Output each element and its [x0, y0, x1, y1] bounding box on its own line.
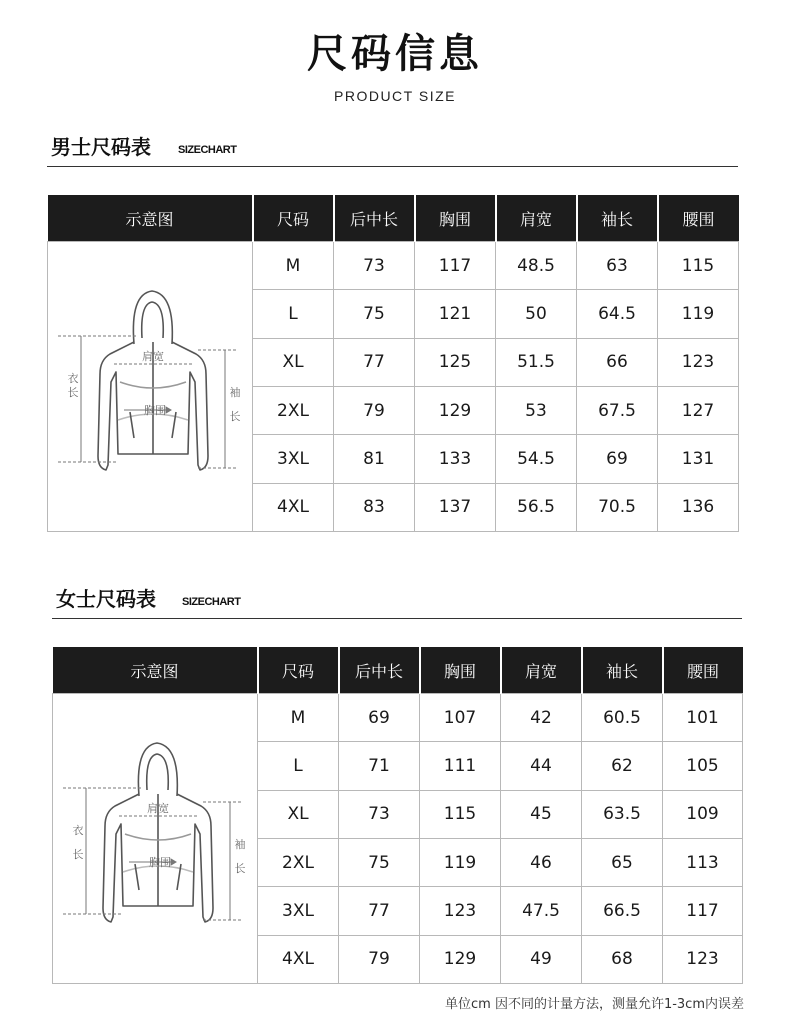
- cell-back-length: 77: [334, 338, 415, 386]
- cell-sleeve: 67.5: [577, 386, 658, 434]
- cell-waist: 115: [658, 242, 739, 290]
- cell-back-length: 71: [339, 742, 420, 790]
- header-diagram: 示意图: [48, 195, 253, 242]
- cell-shoulder: 56.5: [496, 483, 577, 531]
- header-size: 尺码: [258, 647, 339, 694]
- cell-waist: 109: [663, 790, 743, 838]
- cell-size: M: [253, 242, 334, 290]
- men-section-subtitle: SIZECHART: [178, 144, 237, 156]
- header-chest: 胸围: [420, 647, 501, 694]
- cell-shoulder: 47.5: [501, 887, 582, 935]
- cell-chest: 129: [420, 935, 501, 983]
- women-header-row: [53, 647, 743, 694]
- header-waist: 腰围: [663, 647, 743, 694]
- cell-shoulder: 51.5: [496, 338, 577, 386]
- diagram-chest-label: 胸围: [149, 856, 171, 869]
- men-jacket-diagram: [48, 242, 253, 532]
- header-back-length: 后中长: [334, 195, 415, 242]
- cell-waist: 123: [663, 935, 743, 983]
- cell-sleeve: 64.5: [577, 290, 658, 338]
- cell-chest: 125: [415, 338, 496, 386]
- diagram-sleeve-label-a: 袖: [229, 386, 241, 399]
- cell-size: XL: [258, 790, 339, 838]
- cell-size: 2XL: [253, 386, 334, 434]
- table-row: [48, 242, 739, 290]
- cell-sleeve: 60.5: [582, 694, 663, 742]
- page-subtitle: PRODUCT SIZE: [334, 88, 456, 104]
- header-shoulder: 肩宽: [501, 647, 582, 694]
- cell-waist: 127: [658, 386, 739, 434]
- cell-chest: 133: [415, 435, 496, 483]
- cell-back-length: 69: [339, 694, 420, 742]
- cell-shoulder: 44: [501, 742, 582, 790]
- cell-chest: 137: [415, 483, 496, 531]
- cell-shoulder: 48.5: [496, 242, 577, 290]
- cell-waist: 123: [658, 338, 739, 386]
- cell-back-length: 79: [334, 386, 415, 434]
- cell-chest: 123: [420, 887, 501, 935]
- women-section-header: [52, 588, 742, 619]
- cell-back-length: 81: [334, 435, 415, 483]
- cell-size: M: [258, 694, 339, 742]
- women-jacket-diagram: [53, 694, 258, 984]
- cell-back-length: 75: [334, 290, 415, 338]
- page-title: 尺码信息: [307, 31, 483, 77]
- cell-shoulder: 46: [501, 838, 582, 886]
- cell-sleeve: 63.5: [582, 790, 663, 838]
- diagram-shoulder-label: 肩宽: [142, 350, 164, 363]
- diagram-length-label-b: 长: [72, 848, 84, 861]
- cell-back-length: 79: [339, 935, 420, 983]
- cell-sleeve: 66: [577, 338, 658, 386]
- cell-sleeve: 69: [577, 435, 658, 483]
- cell-size: 3XL: [258, 887, 339, 935]
- cell-chest: 111: [420, 742, 501, 790]
- men-section-header: [47, 136, 738, 167]
- header-diagram: 示意图: [53, 647, 258, 694]
- cell-shoulder: 45: [501, 790, 582, 838]
- cell-shoulder: 54.5: [496, 435, 577, 483]
- jacket-diagram-icon: [53, 694, 258, 978]
- header-shoulder: 肩宽: [496, 195, 577, 242]
- cell-back-length: 73: [334, 242, 415, 290]
- cell-chest: 121: [415, 290, 496, 338]
- header-size: 尺码: [253, 195, 334, 242]
- cell-back-length: 73: [339, 790, 420, 838]
- cell-sleeve: 66.5: [582, 887, 663, 935]
- measurement-note: 单位cm 因不同的计量方法，测量允许1-3cm内误差: [445, 997, 744, 1012]
- women-section-subtitle: SIZECHART: [182, 596, 241, 608]
- cell-back-length: 77: [339, 887, 420, 935]
- cell-waist: 131: [658, 435, 739, 483]
- diagram-length-label-a: 衣: [72, 824, 84, 837]
- cell-sleeve: 65: [582, 838, 663, 886]
- men-size-table: [47, 195, 739, 532]
- cell-size: XL: [253, 338, 334, 386]
- diagram-length-label-a: 长: [67, 386, 79, 399]
- cell-waist: 136: [658, 483, 739, 531]
- diagram-sleeve-label-b: 长: [229, 410, 241, 423]
- men-header-row: [48, 195, 739, 242]
- jacket-diagram-icon: [48, 242, 253, 526]
- header-sleeve: 袖长: [582, 647, 663, 694]
- diagram-chest-label: 胸围: [144, 404, 166, 417]
- women-size-table: [52, 647, 743, 984]
- cell-shoulder: 42: [501, 694, 582, 742]
- cell-back-length: 75: [339, 838, 420, 886]
- diagram-length-label-b: 衣: [67, 372, 79, 385]
- cell-back-length: 83: [334, 483, 415, 531]
- header-sleeve: 袖长: [577, 195, 658, 242]
- cell-waist: 117: [663, 887, 743, 935]
- cell-waist: 101: [663, 694, 743, 742]
- cell-chest: 129: [415, 386, 496, 434]
- cell-sleeve: 63: [577, 242, 658, 290]
- cell-size: 3XL: [253, 435, 334, 483]
- header-back-length: 后中长: [339, 647, 420, 694]
- cell-shoulder: 53: [496, 386, 577, 434]
- cell-chest: 115: [420, 790, 501, 838]
- diagram-sleeve-label-b: 长: [234, 862, 246, 875]
- cell-shoulder: 49: [501, 935, 582, 983]
- header-waist: 腰围: [658, 195, 739, 242]
- cell-size: 4XL: [253, 483, 334, 531]
- cell-waist: 113: [663, 838, 743, 886]
- cell-shoulder: 50: [496, 290, 577, 338]
- table-row: [53, 694, 743, 742]
- cell-size: L: [258, 742, 339, 790]
- cell-size: L: [253, 290, 334, 338]
- cell-sleeve: 62: [582, 742, 663, 790]
- diagram-shoulder-label: 肩宽: [147, 802, 169, 815]
- cell-size: 2XL: [258, 838, 339, 886]
- cell-size: 4XL: [258, 935, 339, 983]
- cell-waist: 119: [658, 290, 739, 338]
- cell-waist: 105: [663, 742, 743, 790]
- header-chest: 胸围: [415, 195, 496, 242]
- cell-chest: 119: [420, 838, 501, 886]
- cell-chest: 117: [415, 242, 496, 290]
- cell-sleeve: 68: [582, 935, 663, 983]
- diagram-sleeve-label-a: 袖: [234, 838, 246, 851]
- men-section-title: 男士尺码表: [51, 135, 151, 159]
- cell-chest: 107: [420, 694, 501, 742]
- cell-sleeve: 70.5: [577, 483, 658, 531]
- women-section-title: 女士尺码表: [56, 587, 156, 611]
